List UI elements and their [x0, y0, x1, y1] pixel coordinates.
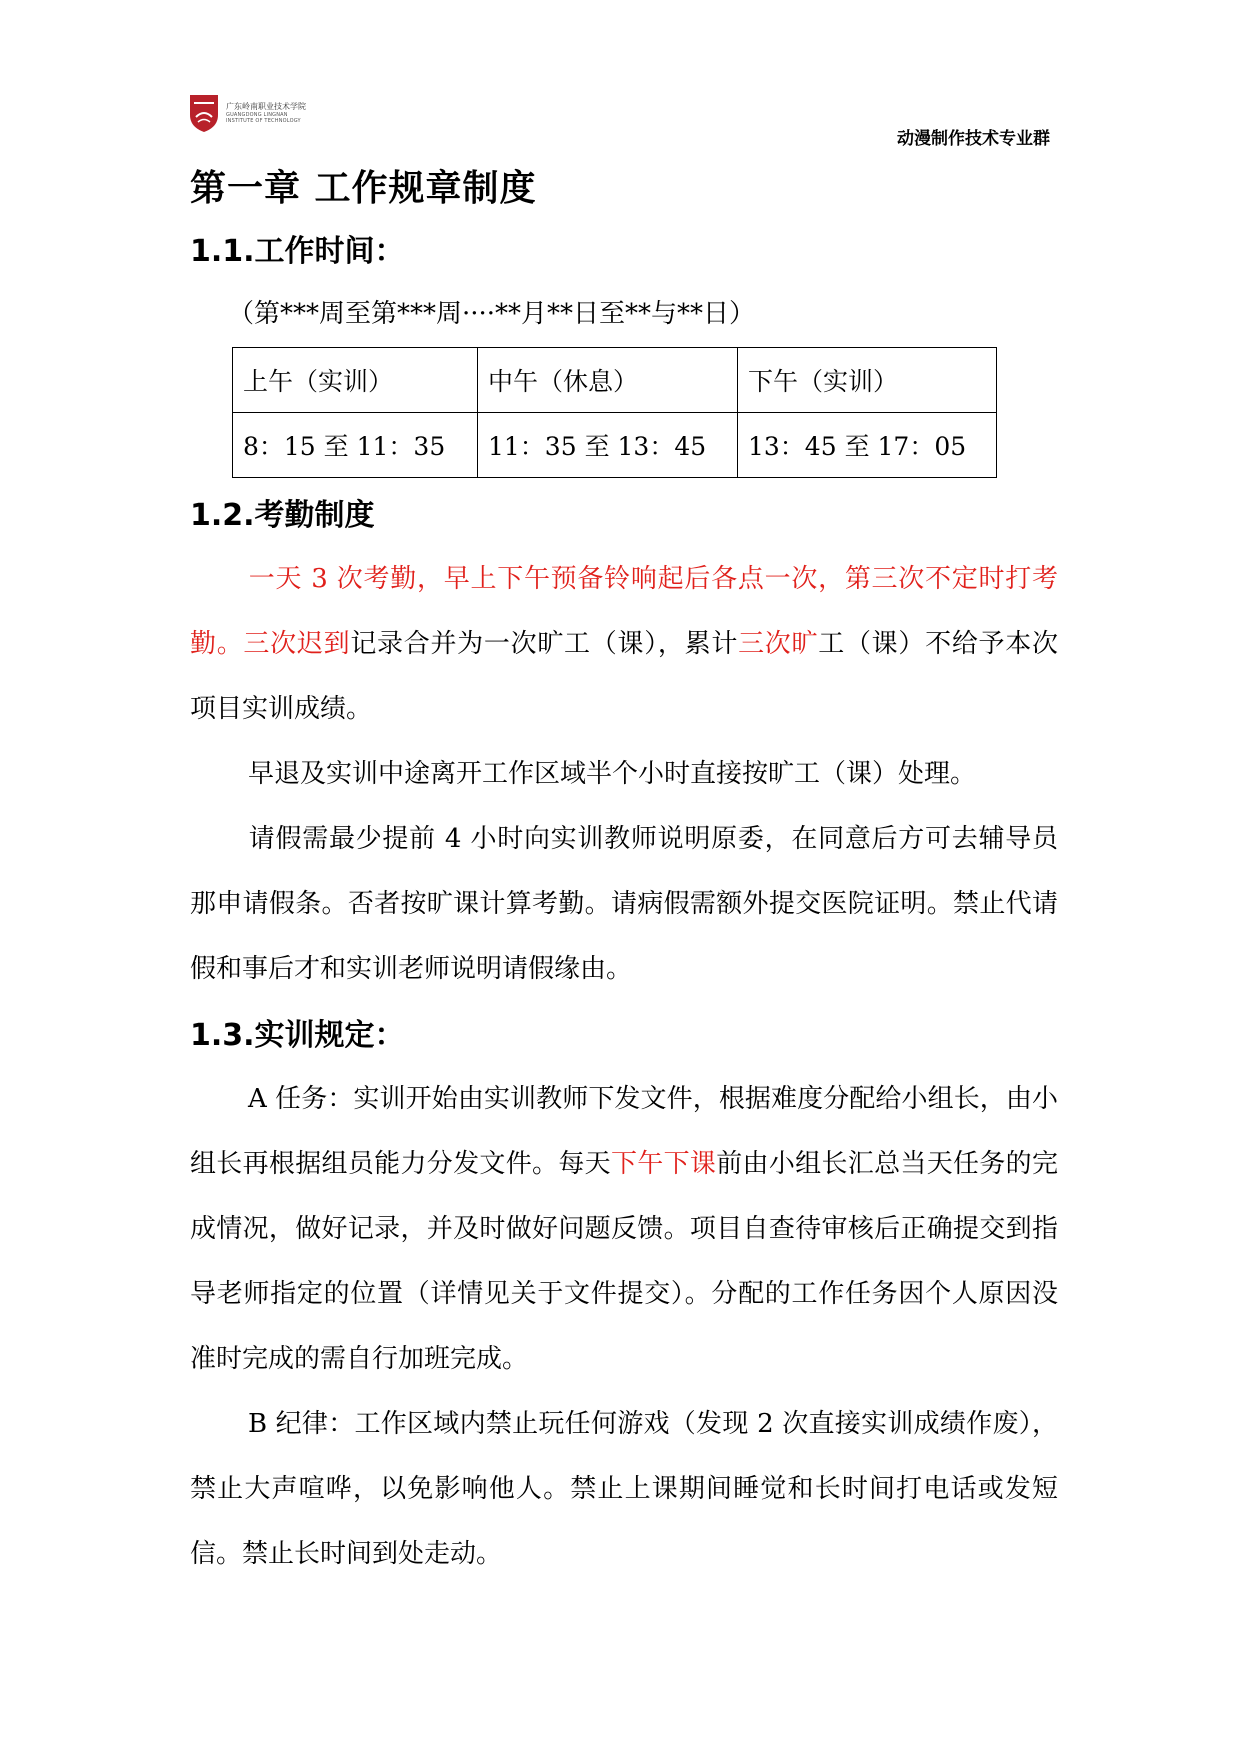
shield-icon — [188, 93, 220, 133]
attendance-highlight-2: 三次旷 — [738, 629, 819, 659]
discipline-text: B 纪律：工作区域内禁止玩任何游戏（发现 2 次直接实训成绩作废），禁止大声喧哗，以免影响他人。禁止上课期间睡觉和长时间打电话或发短信。禁止长时间到处走动。 — [190, 1409, 1058, 1569]
early-leave-text: 早退及实训中途离开工作区域半个小时直接按旷工（课）处理。 — [248, 759, 977, 789]
schedule-header-morning: 上午（实训） — [233, 348, 478, 413]
attendance-text-1: 记录合并为一次旷工（课），累计 — [350, 629, 739, 659]
section-heading-attendance: 1.2.考勤制度 — [190, 498, 375, 533]
schedule-time-morning: 8：15 至 11：35 — [233, 413, 478, 478]
task-highlight: 下午下课 — [610, 1149, 717, 1179]
schedule-table — [232, 347, 997, 478]
institute-logo — [188, 88, 328, 138]
attendance-highlight-1: 一天 3 次考勤，早上下午预备铃响起后各点一次，第三次不定时打考勤。三次迟到 — [190, 564, 1058, 659]
task-text-1: A 任务：实训开始由实训教师下发文件，根据难度分配给小组长，由小组长再根据组员能力分发文件。每天 — [190, 1084, 1058, 1179]
schedule-period: （第***周至第***周····**月**日至**与**日） — [228, 299, 756, 329]
leave-request-paragraph — [190, 807, 1058, 1002]
schedule-time-afternoon: 13：45 至 17：05 — [738, 413, 997, 478]
section-heading-training-rules: 1.3.实训规定： — [190, 1018, 405, 1053]
logo-name-cn: 广东岭南职业技术学院 — [226, 102, 306, 111]
discipline-paragraph — [190, 1392, 1058, 1587]
early-leave-paragraph — [190, 742, 1058, 807]
schedule-time-noon: 11：35 至 13：45 — [478, 413, 738, 478]
schedule-header-row — [233, 348, 997, 413]
logo-name-en-line2: INSTITUTE OF TECHNOLOGY — [226, 118, 301, 124]
section-heading-work-hours: 1.1.工作时间： — [190, 234, 405, 269]
schedule-times-row — [233, 413, 997, 478]
task-paragraph — [190, 1067, 1058, 1392]
schedule-header-afternoon: 下午（实训） — [738, 348, 997, 413]
attendance-text-2: 工（课）不给予本次项目实训成绩。 — [190, 629, 1058, 724]
chapter-title: 第一章 工作规章制度 — [190, 168, 537, 209]
leave-request-text: 请假需最少提前 4 小时向实训教师说明原委，在同意后方可去辅导员那申请假条。否者按旷课计算考勤。请病假需额外提交医院证明。禁止代请假和事后才和实训老师说明请假缘由。 — [190, 824, 1058, 984]
header-department-label: 动漫制作技术专业群 — [897, 129, 1050, 149]
attendance-paragraph — [190, 547, 1058, 742]
logo-name-en-line1: GUANGDONG LINGNAN — [226, 112, 288, 118]
task-text-2: 前由小组长汇总当天任务的完成情况，做好记录，并及时做好问题反馈。项目自查待审核后正确提交到指导老师指定的位置（详情见关于文件提交）。分配的工作任务因个人原因没准时完成的需自行加班完成。 — [190, 1149, 1058, 1374]
schedule-header-noon: 中午（休息） — [478, 348, 738, 413]
